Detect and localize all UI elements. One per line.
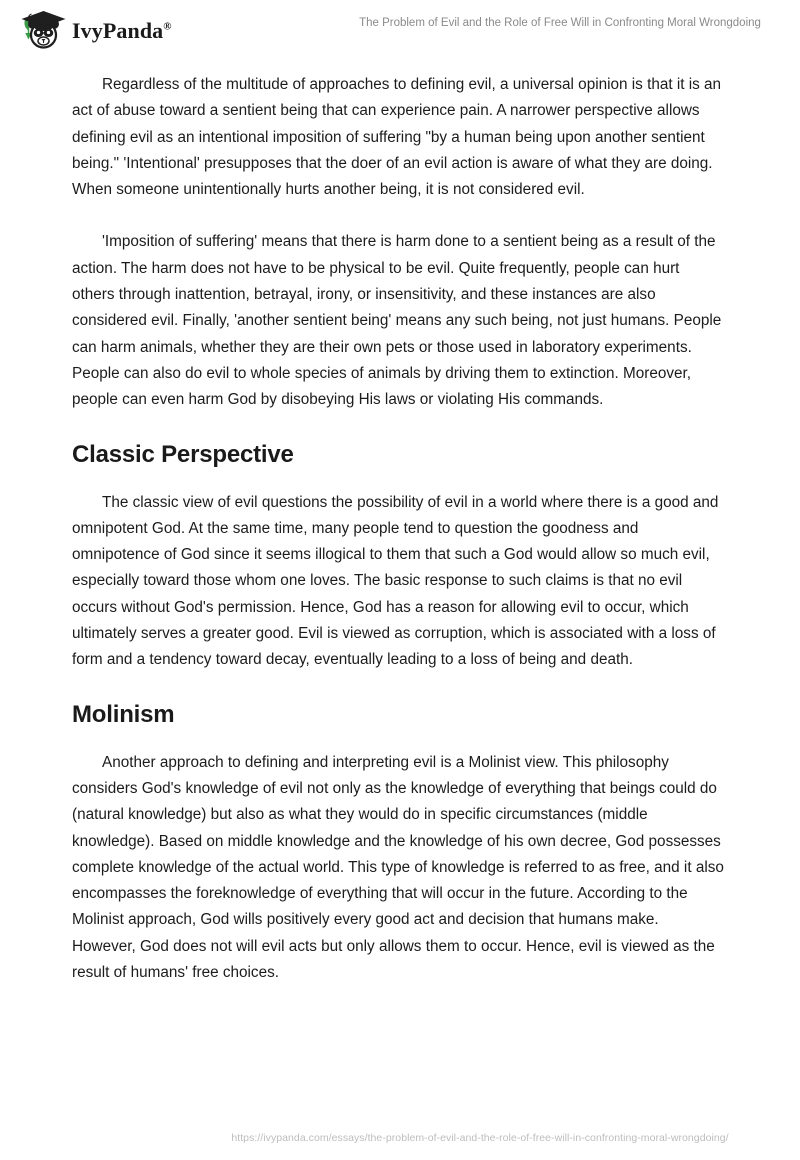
section-heading-molinism: Molinism bbox=[72, 700, 175, 728]
brand-logo-group[interactable] bbox=[18, 8, 172, 52]
brand-name-text: IvyPanda bbox=[72, 18, 164, 43]
registered-mark: ® bbox=[163, 20, 172, 33]
paragraph-4: Another approach to defining and interpreting evil is a Molinist view. This philosophy considers God's knowledge of evil not only as the knowledge of everything that beings could do (natural knowledge) but also as what they would do in specific circumstances (middle knowledge). Based on middle knowledge and the knowledge of his own decree, God possesses complete knowledge of the actual world. This type of knowledge is referred to as free, and it also encompasses the foreknowledge of everything that will occur in the future. According to the Molinist approach, God wills positively every good act and decision that humans make. However, God does not will evil acts but only allows them to occur. Hence, evil is viewed as the result of humans' free choices. bbox=[72, 753, 724, 982]
source-url[interactable]: https://ivypanda.com/essays/the-problem-of-evil-and-the-role-of-free-will-in-confronting-moral-wrongdoing/ bbox=[231, 1132, 729, 1144]
document-title-header: The Problem of Evil and the Role of Free Will in Confronting Moral Wrongdoing bbox=[359, 17, 761, 29]
brand-name bbox=[72, 20, 172, 42]
document-body bbox=[72, 72, 724, 1012]
paragraph-3: The classic view of evil questions the possibility of evil in a world where there is a good and omnipotent God. At the same time, many people tend to question the goodness and omnipotence of God since it seems illogical to them that such a God would allow so much evil, especially toward those whom one loves. The basic response to such claims is that no evil occurs without God's permission. Hence, God has a reason for allowing evil to occur, which ultimately serves a greater good. Evil is viewed as corruption, which is associated with a loss of form and a tendency toward decay, eventually leading to a loss of being and death. bbox=[72, 493, 719, 669]
page-footer bbox=[0, 1128, 800, 1146]
paragraph-1: Regardless of the multitude of approaches to defining evil, a universal opinion is that it is an act of abuse toward a sentient being that can experience pain. A narrower perspective allows defining evil as an intentional imposition of suffering "by a human being upon another sentient being." 'Intentional' presupposes that the doer of an evil action is aware of what they are doing. When someone unintentionally hurts another being, it is not considered evil. bbox=[72, 76, 722, 199]
paragraph-2: 'Imposition of suffering' means that there is harm done to a sentient being as a result of the action. The harm does not have to be physical to be evil. Quite frequently, people can hurt others through inattention, betrayal, irony, or insensitivity, and these instances are also considered evil. Finally, 'another sentient being' means any such being, not just humans. People can harm animals, whether they are their own pets or those used in laboratory experiments. People can also do evil to whole species of animals by driving them to extinction. Moreover, people can even harm God by disobeying His laws or violating His commands. bbox=[72, 233, 722, 409]
page-header bbox=[0, 0, 800, 58]
section-heading-classic-perspective: Classic Perspective bbox=[72, 440, 294, 468]
panda-graduation-cap-logo-icon bbox=[18, 8, 68, 52]
